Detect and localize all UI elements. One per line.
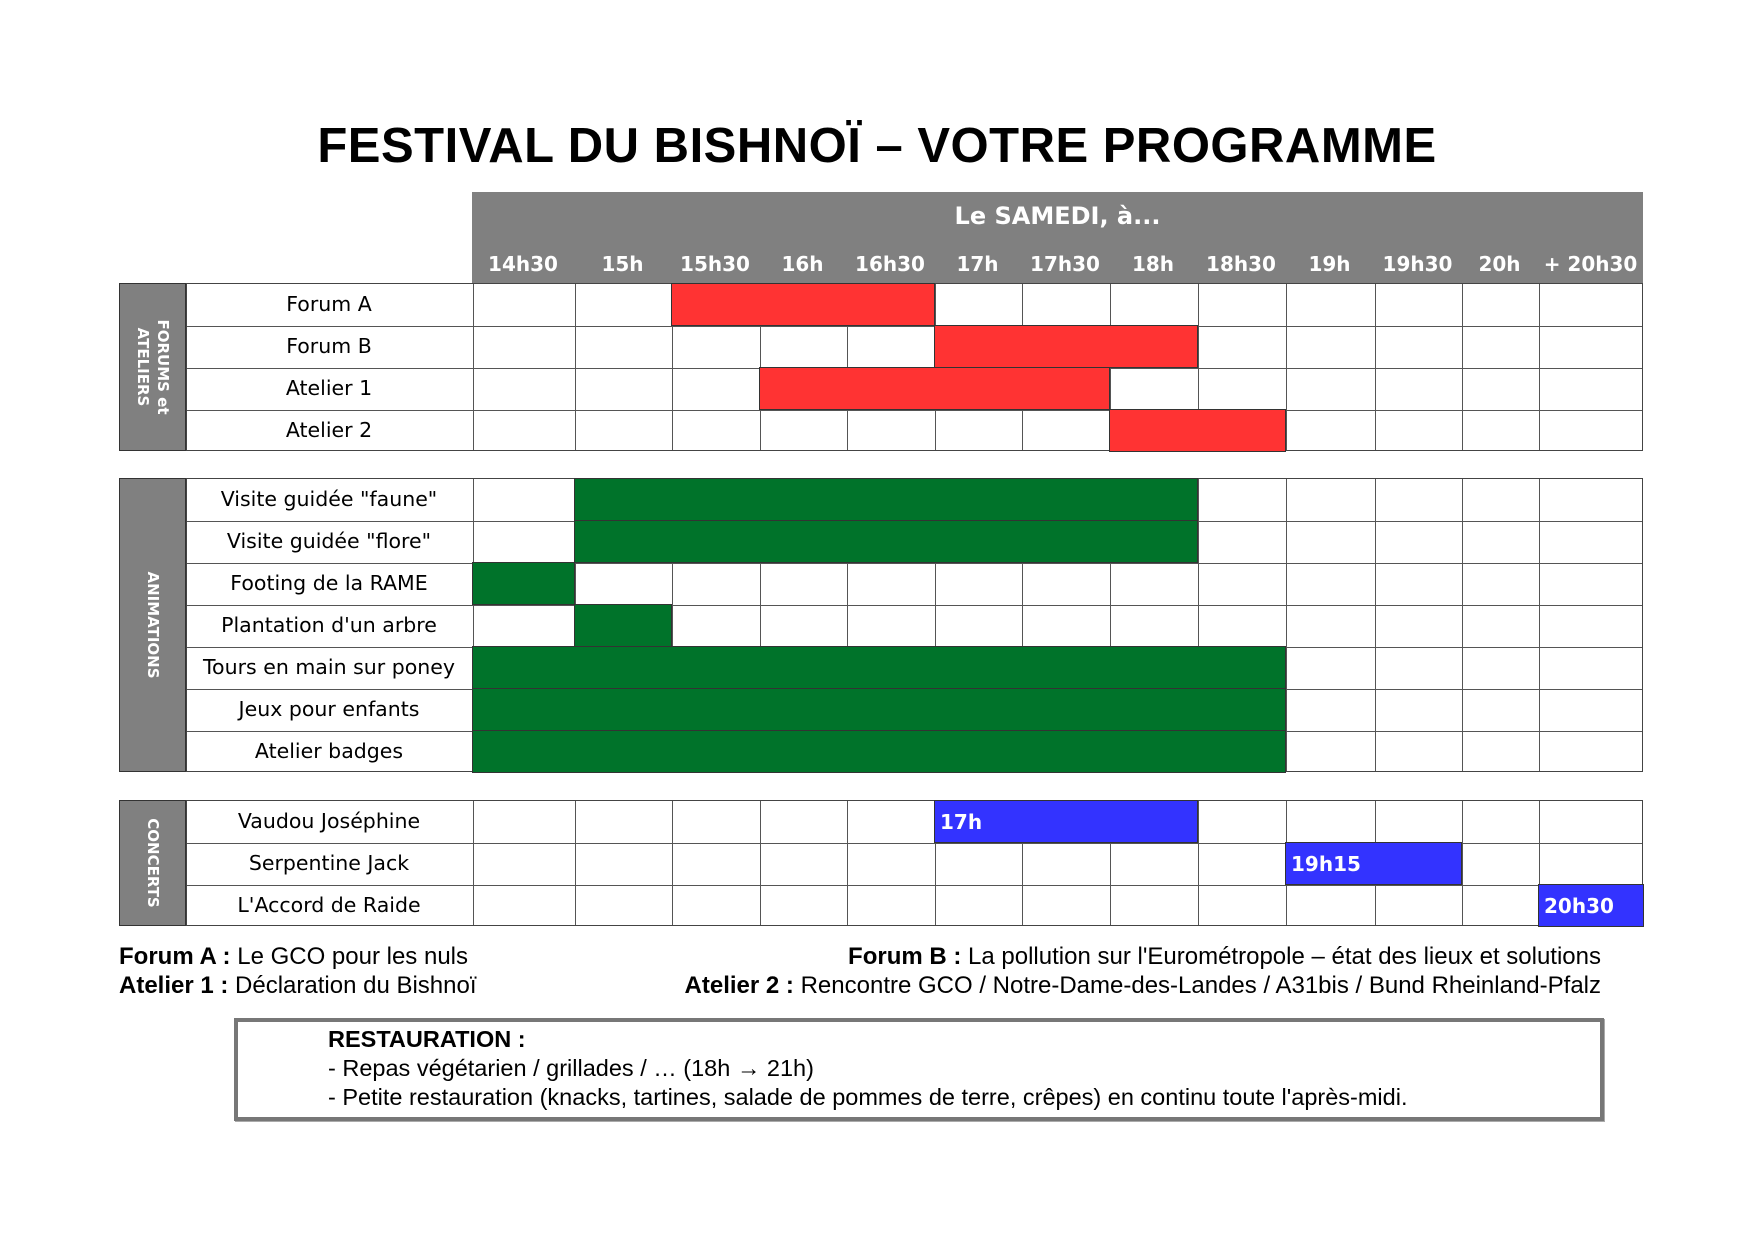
legend-forum-b: Forum B : La pollution sur l'Eurométropole – état des lieux et solutions bbox=[848, 943, 1601, 970]
schedule-header bbox=[472, 192, 1643, 284]
time-header: 18h bbox=[1131, 252, 1175, 276]
time-header: 16h30 bbox=[855, 252, 925, 276]
grid-line bbox=[1375, 284, 1376, 450]
time-header: 18h30 bbox=[1206, 252, 1276, 276]
activity-label: Tours en main sur poney bbox=[203, 655, 455, 679]
schedule-bar bbox=[1538, 884, 1644, 927]
grid-line bbox=[672, 801, 673, 925]
schedule-bar bbox=[934, 800, 1198, 843]
time-header: 17h bbox=[956, 252, 999, 276]
activity-label: Serpentine Jack bbox=[248, 851, 410, 875]
schedule-bar bbox=[472, 562, 575, 605]
activity-label: Plantation d'un arbre bbox=[221, 613, 437, 637]
section-label-text: ANIMATIONS bbox=[143, 571, 162, 679]
grid-line bbox=[575, 284, 576, 450]
activity-label: Atelier 1 bbox=[285, 376, 373, 400]
section-label bbox=[119, 800, 186, 926]
grid-line bbox=[1462, 801, 1463, 925]
time-header: 19h30 bbox=[1382, 252, 1453, 276]
activity-label: Visite guidée "flore" bbox=[226, 529, 432, 553]
activity-label: Vaudou Joséphine bbox=[237, 809, 421, 833]
section-label bbox=[119, 478, 186, 772]
time-header: 17h30 bbox=[1030, 252, 1100, 276]
activity-label: Forum B bbox=[286, 334, 372, 358]
time-header: 19h bbox=[1308, 252, 1351, 276]
legend-forum-a: Forum A : Le GCO pour les nuls bbox=[119, 943, 468, 970]
restauration-title: RESTAURATION : bbox=[328, 1026, 526, 1052]
activity-label: Jeux pour enfants bbox=[238, 697, 420, 721]
time-header: + 20h30 bbox=[1543, 252, 1638, 276]
legend-atelier-1: Atelier 1 : Déclaration du Bishnoï bbox=[119, 972, 477, 999]
grid-line bbox=[1375, 479, 1376, 771]
schedule-bar bbox=[574, 478, 1198, 521]
activity-label: Visite guidée "faune" bbox=[220, 487, 438, 511]
grid-line bbox=[1198, 801, 1199, 925]
schedule-bar bbox=[1285, 842, 1462, 885]
grid-line bbox=[760, 801, 761, 925]
legend-atelier-2: Atelier 2 : Rencontre GCO / Notre-Dame-des-Landes / A31bis / Bund Rheinland-Pfalz bbox=[684, 972, 1601, 999]
grid-line bbox=[575, 801, 576, 925]
concert-time: 17h bbox=[940, 809, 983, 834]
schedule-bar bbox=[671, 283, 935, 326]
time-header: 20h bbox=[1478, 252, 1521, 276]
section-label-text: CONCERTS bbox=[143, 818, 162, 908]
restauration-line-1: - Repas végétarien / grillades / … (18h → 21h) bbox=[328, 1055, 814, 1081]
grid-line bbox=[847, 801, 848, 925]
section-label-text: FORUMS et ATELIERS bbox=[133, 319, 172, 415]
schedule-bar bbox=[472, 646, 1286, 689]
grid-line bbox=[473, 284, 474, 450]
time-header: 15h30 bbox=[680, 252, 750, 276]
activity-label: L'Accord de Raide bbox=[237, 893, 421, 917]
concert-time: 20h30 bbox=[1544, 893, 1614, 918]
schedule-bar bbox=[472, 730, 1286, 773]
restauration-box bbox=[234, 1018, 1604, 1121]
page-title: FESTIVAL DU BISHNOÏ – VOTRE PROGRAMME bbox=[317, 119, 1437, 173]
time-header: 14h30 bbox=[488, 252, 558, 276]
grid-line bbox=[1462, 284, 1463, 450]
day-label: Le SAMEDI, à... bbox=[954, 202, 1161, 230]
schedule-bar bbox=[934, 325, 1198, 368]
time-header: 16h bbox=[781, 252, 824, 276]
activity-label: Atelier badges bbox=[254, 739, 404, 763]
time-header: 15h bbox=[601, 252, 644, 276]
grid-line bbox=[1462, 479, 1463, 771]
activity-label: Footing de la RAME bbox=[230, 571, 428, 595]
schedule-bar bbox=[1109, 409, 1286, 452]
grid-line bbox=[1539, 479, 1540, 771]
grid-line bbox=[1286, 284, 1287, 450]
grid-line bbox=[473, 801, 474, 925]
activity-label: Atelier 2 bbox=[285, 418, 373, 442]
section-label bbox=[119, 283, 186, 451]
schedule-bar bbox=[574, 520, 1198, 563]
grid-line bbox=[1286, 479, 1287, 771]
restauration-line-2: - Petite restauration (knacks, tartines, salade de pommes de terre, crêpes) en continu toute l'après-midi. bbox=[328, 1084, 1408, 1110]
concert-time: 19h15 bbox=[1291, 851, 1361, 876]
grid-line bbox=[1539, 284, 1540, 450]
schedule-bar bbox=[472, 688, 1286, 731]
schedule-bar bbox=[574, 604, 672, 647]
activity-label: Forum A bbox=[286, 292, 372, 316]
schedule-bar bbox=[759, 367, 1110, 410]
